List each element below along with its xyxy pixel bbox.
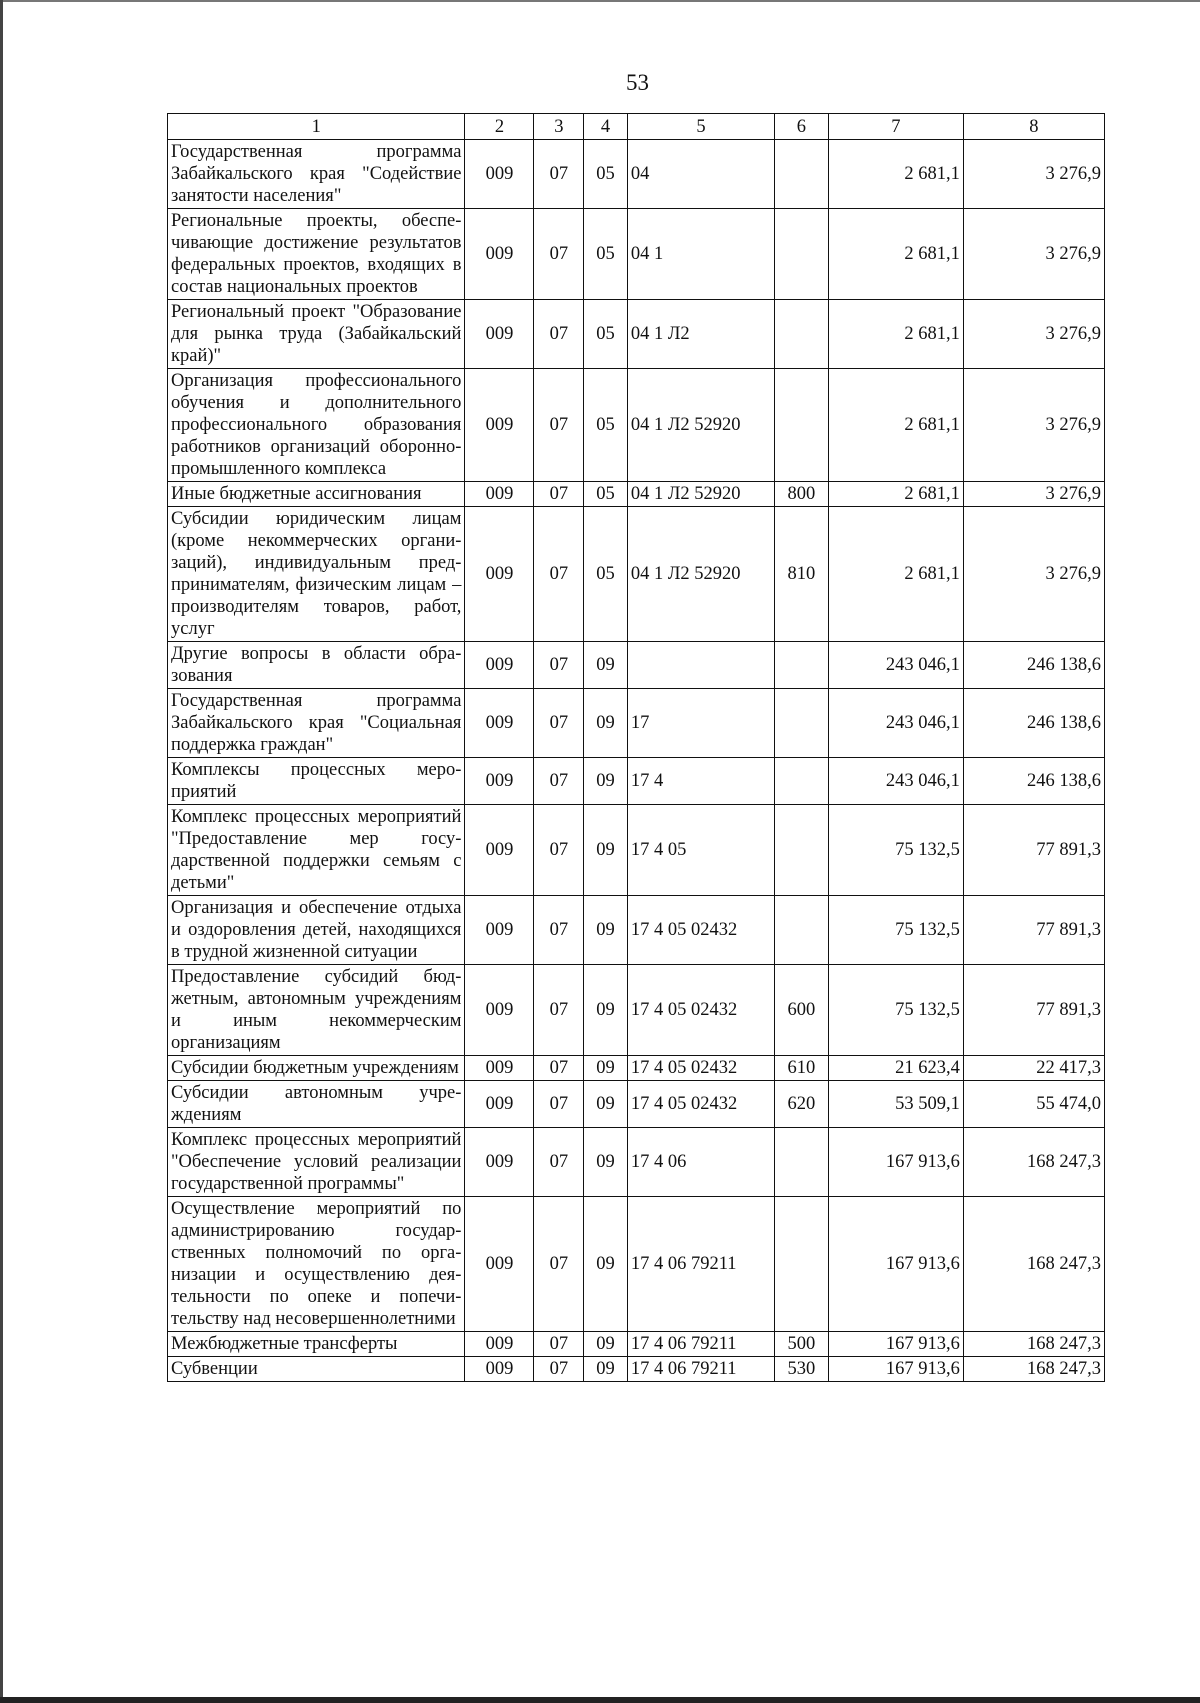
row-target-article-cell: 17 4 05 02432	[627, 1081, 774, 1128]
row-admin-code-cell: 009	[465, 369, 534, 482]
row-amount-year2-cell: 168 247,3	[963, 1332, 1104, 1357]
row-expense-type-cell: 530	[775, 1357, 829, 1382]
row-amount-year1-cell: 2 681,1	[828, 369, 963, 482]
row-expense-type-cell	[775, 300, 829, 369]
row-admin-code-cell: 009	[465, 1081, 534, 1128]
row-expense-type-cell: 810	[775, 507, 829, 642]
table-row	[168, 507, 1105, 642]
row-expense-type-cell: 620	[775, 1081, 829, 1128]
row-name-cell: Субсидии бюджетным учреждениям	[168, 1056, 465, 1081]
row-subsection-cell: 09	[584, 1128, 628, 1197]
row-amount-year2-cell: 3 276,9	[963, 507, 1104, 642]
row-expense-type-cell: 500	[775, 1332, 829, 1357]
row-section-cell: 07	[534, 1197, 584, 1332]
row-expense-type-cell: 800	[775, 482, 829, 507]
row-expense-type-cell	[775, 1197, 829, 1332]
table-row	[168, 300, 1105, 369]
row-section-cell: 07	[534, 689, 584, 758]
row-amount-year2-cell: 77 891,3	[963, 896, 1104, 965]
row-subsection-cell: 09	[584, 689, 628, 758]
row-subsection-cell: 09	[584, 1357, 628, 1382]
row-admin-code-cell: 009	[465, 758, 534, 805]
row-expense-type-cell	[775, 758, 829, 805]
row-section-cell: 07	[534, 1332, 584, 1357]
row-subsection-cell: 05	[584, 482, 628, 507]
table-row	[168, 896, 1105, 965]
table-row	[168, 1197, 1105, 1332]
row-name-cell: Государственная программа Забайкальского края "Содействие занятости населения"	[168, 140, 465, 209]
row-section-cell: 07	[534, 642, 584, 689]
row-amount-year2-cell: 3 276,9	[963, 209, 1104, 300]
table-row	[168, 209, 1105, 300]
row-target-article-cell: 17 4	[627, 758, 774, 805]
row-amount-year2-cell: 77 891,3	[963, 965, 1104, 1056]
row-amount-year1-cell: 167 913,6	[828, 1357, 963, 1382]
row-target-article-cell: 17 4 05 02432	[627, 1056, 774, 1081]
row-amount-year1-cell: 21 623,4	[828, 1056, 963, 1081]
row-amount-year2-cell: 55 474,0	[963, 1081, 1104, 1128]
row-admin-code-cell: 009	[465, 140, 534, 209]
row-amount-year2-cell: 3 276,9	[963, 369, 1104, 482]
table-header	[168, 114, 1105, 140]
row-section-cell: 07	[534, 1081, 584, 1128]
row-amount-year2-cell: 168 247,3	[963, 1357, 1104, 1382]
row-admin-code-cell: 009	[465, 689, 534, 758]
scan-edge-top	[0, 0, 1200, 2]
table-row	[168, 369, 1105, 482]
row-amount-year2-cell: 3 276,9	[963, 140, 1104, 209]
row-expense-type-cell: 600	[775, 965, 829, 1056]
row-target-article-cell: 17 4 05	[627, 805, 774, 896]
row-amount-year2-cell: 246 138,6	[963, 642, 1104, 689]
row-section-cell: 07	[534, 482, 584, 507]
row-admin-code-cell: 009	[465, 642, 534, 689]
table-row	[168, 805, 1105, 896]
row-target-article-cell: 17 4 06 79211	[627, 1357, 774, 1382]
row-target-article-cell: 04 1 Л2 52920	[627, 507, 774, 642]
row-name-cell: Иные бюджетные ассигнования	[168, 482, 465, 507]
row-target-article-cell: 04 1 Л2	[627, 300, 774, 369]
row-name-cell: Региональные проекты, обеспечивающие достижение результатов федеральных проектов, входящих в состав национальных проектов	[168, 209, 465, 300]
table-row	[168, 965, 1105, 1056]
row-amount-year1-cell: 167 913,6	[828, 1197, 963, 1332]
row-subsection-cell: 05	[584, 369, 628, 482]
row-subsection-cell: 09	[584, 896, 628, 965]
table-row	[168, 1128, 1105, 1197]
row-section-cell: 07	[534, 1056, 584, 1081]
row-amount-year2-cell: 77 891,3	[963, 805, 1104, 896]
row-amount-year1-cell: 243 046,1	[828, 689, 963, 758]
table-row	[168, 1056, 1105, 1081]
row-subsection-cell: 05	[584, 140, 628, 209]
row-amount-year1-cell: 2 681,1	[828, 300, 963, 369]
row-expense-type-cell	[775, 642, 829, 689]
row-target-article-cell: 17 4 06 79211	[627, 1332, 774, 1357]
row-admin-code-cell: 009	[465, 1197, 534, 1332]
header-col-7: 7	[828, 114, 963, 140]
table-row	[168, 1357, 1105, 1382]
table-row	[168, 1332, 1105, 1357]
row-amount-year1-cell: 53 509,1	[828, 1081, 963, 1128]
row-subsection-cell: 09	[584, 758, 628, 805]
row-section-cell: 07	[534, 896, 584, 965]
table-body	[168, 140, 1105, 1382]
table-row	[168, 482, 1105, 507]
row-admin-code-cell: 009	[465, 896, 534, 965]
row-expense-type-cell	[775, 209, 829, 300]
scan-edge-bottom	[0, 1697, 1200, 1703]
row-amount-year2-cell: 246 138,6	[963, 689, 1104, 758]
row-amount-year1-cell: 2 681,1	[828, 482, 963, 507]
table-row	[168, 689, 1105, 758]
row-section-cell: 07	[534, 805, 584, 896]
row-name-cell: Субвенции	[168, 1357, 465, 1382]
row-amount-year1-cell: 2 681,1	[828, 209, 963, 300]
row-admin-code-cell: 009	[465, 507, 534, 642]
row-subsection-cell: 09	[584, 642, 628, 689]
header-row	[168, 114, 1105, 140]
row-target-article-cell: 17 4 06	[627, 1128, 774, 1197]
row-section-cell: 07	[534, 300, 584, 369]
row-expense-type-cell	[775, 689, 829, 758]
row-admin-code-cell: 009	[465, 805, 534, 896]
row-admin-code-cell: 009	[465, 1357, 534, 1382]
row-name-cell: Комплекс процессных мероприятий "Предоставление мер государственной поддержки семьям с детьми"	[168, 805, 465, 896]
row-admin-code-cell: 009	[465, 965, 534, 1056]
row-subsection-cell: 09	[584, 965, 628, 1056]
row-admin-code-cell: 009	[465, 1128, 534, 1197]
row-expense-type-cell: 610	[775, 1056, 829, 1081]
row-amount-year2-cell: 246 138,6	[963, 758, 1104, 805]
row-name-cell: Осуществление мероприятий по администрированию государственных полномочий по организации и осуществлению деятельности по опеке и попечительству над несовершеннолетними	[168, 1197, 465, 1332]
row-admin-code-cell: 009	[465, 1332, 534, 1357]
row-section-cell: 07	[534, 965, 584, 1056]
row-amount-year1-cell: 243 046,1	[828, 642, 963, 689]
row-name-cell: Комплекс процессных мероприятий "Обеспечение условий реализации государственной программы"	[168, 1128, 465, 1197]
row-section-cell: 07	[534, 758, 584, 805]
row-name-cell: Государственная программа Забайкальского края "Социальная поддержка граждан"	[168, 689, 465, 758]
row-amount-year1-cell: 75 132,5	[828, 896, 963, 965]
row-subsection-cell: 05	[584, 209, 628, 300]
row-target-article-cell: 04 1 Л2 52920	[627, 369, 774, 482]
row-section-cell: 07	[534, 140, 584, 209]
row-expense-type-cell	[775, 896, 829, 965]
row-target-article-cell: 17	[627, 689, 774, 758]
row-subsection-cell: 09	[584, 1197, 628, 1332]
row-amount-year2-cell: 3 276,9	[963, 482, 1104, 507]
row-admin-code-cell: 009	[465, 209, 534, 300]
row-section-cell: 07	[534, 1357, 584, 1382]
row-target-article-cell: 04	[627, 140, 774, 209]
budget-table	[167, 113, 1105, 1382]
row-admin-code-cell: 009	[465, 300, 534, 369]
row-amount-year2-cell: 22 417,3	[963, 1056, 1104, 1081]
row-subsection-cell: 09	[584, 805, 628, 896]
row-amount-year1-cell: 2 681,1	[828, 140, 963, 209]
header-col-8: 8	[963, 114, 1104, 140]
row-amount-year2-cell: 168 247,3	[963, 1128, 1104, 1197]
row-amount-year1-cell: 167 913,6	[828, 1332, 963, 1357]
row-expense-type-cell	[775, 140, 829, 209]
row-expense-type-cell	[775, 805, 829, 896]
row-amount-year2-cell: 3 276,9	[963, 300, 1104, 369]
row-name-cell: Субсидии автономным учреждениям	[168, 1081, 465, 1128]
row-admin-code-cell: 009	[465, 482, 534, 507]
table-row	[168, 642, 1105, 689]
row-name-cell: Субсидии юридическим лицам (кроме некоммерческих организаций), индивидуальным предпринимателям, физическим лицам – производителям товаров, работ, услуг	[168, 507, 465, 642]
row-amount-year1-cell: 2 681,1	[828, 507, 963, 642]
row-target-article-cell: 04 1 Л2 52920	[627, 482, 774, 507]
row-subsection-cell: 05	[584, 300, 628, 369]
row-amount-year2-cell: 168 247,3	[963, 1197, 1104, 1332]
row-amount-year1-cell: 167 913,6	[828, 1128, 963, 1197]
row-name-cell: Организация профессионального обучения и дополнительного профессионального образования работников организаций оборонно-промышленного комплекса	[168, 369, 465, 482]
header-col-2: 2	[465, 114, 534, 140]
header-col-1: 1	[168, 114, 465, 140]
table-row	[168, 758, 1105, 805]
row-subsection-cell: 09	[584, 1056, 628, 1081]
row-name-cell: Другие вопросы в области образования	[168, 642, 465, 689]
header-col-3: 3	[534, 114, 584, 140]
row-name-cell: Комплексы процессных мероприятий	[168, 758, 465, 805]
row-subsection-cell: 09	[584, 1332, 628, 1357]
row-name-cell: Межбюджетные трансферты	[168, 1332, 465, 1357]
row-name-cell: Предоставление субсидий бюджетным, автономным учреждениям и иным некоммерческим организациям	[168, 965, 465, 1056]
row-expense-type-cell	[775, 1128, 829, 1197]
page-number: 53	[626, 70, 649, 95]
row-name-cell: Организация и обеспечение отдыха и оздоровления детей, находящихся в трудной жизненной ситуации	[168, 896, 465, 965]
row-target-article-cell	[627, 642, 774, 689]
row-admin-code-cell: 009	[465, 1056, 534, 1081]
row-section-cell: 07	[534, 507, 584, 642]
row-amount-year1-cell: 75 132,5	[828, 965, 963, 1056]
row-section-cell: 07	[534, 209, 584, 300]
row-section-cell: 07	[534, 1128, 584, 1197]
row-amount-year1-cell: 243 046,1	[828, 758, 963, 805]
row-subsection-cell: 09	[584, 1081, 628, 1128]
table-row	[168, 1081, 1105, 1128]
header-col-4: 4	[584, 114, 628, 140]
row-target-article-cell: 17 4 05 02432	[627, 896, 774, 965]
row-target-article-cell: 04 1	[627, 209, 774, 300]
row-section-cell: 07	[534, 369, 584, 482]
table-row	[168, 140, 1105, 209]
row-target-article-cell: 17 4 06 79211	[627, 1197, 774, 1332]
header-col-6: 6	[775, 114, 829, 140]
row-expense-type-cell	[775, 369, 829, 482]
row-target-article-cell: 17 4 05 02432	[627, 965, 774, 1056]
row-name-cell: Региональный проект "Образование для рынка труда (Забайкальский край)"	[168, 300, 465, 369]
row-subsection-cell: 05	[584, 507, 628, 642]
scan-edge-left	[0, 0, 3, 1703]
header-col-5: 5	[627, 114, 774, 140]
row-amount-year1-cell: 75 132,5	[828, 805, 963, 896]
